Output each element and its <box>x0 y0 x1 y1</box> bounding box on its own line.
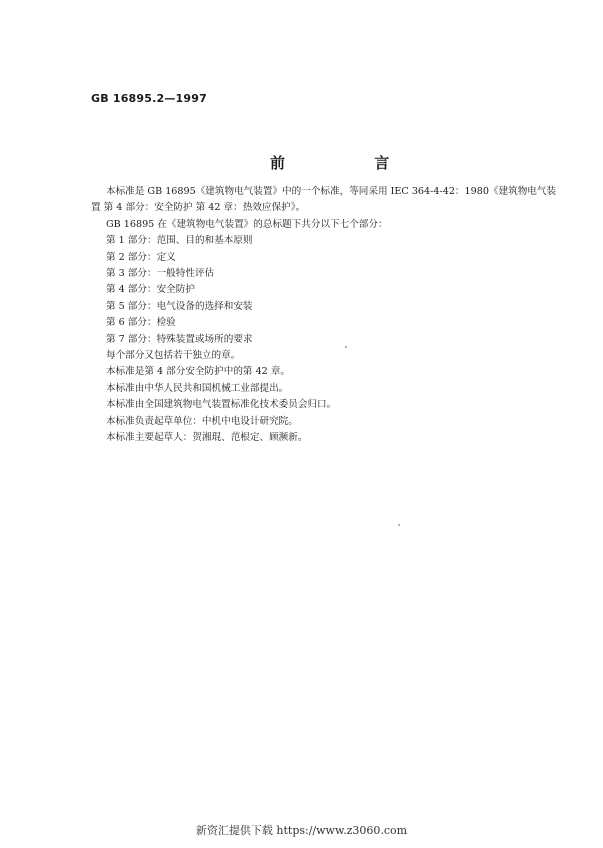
paragraph-drafters: 本标准主要起草人：贺湘琨、范根定、顾濒新。 <box>106 432 308 444</box>
paragraph-managed-by: 本标准由全国建筑物电气装置标准化技术委员会归口。 <box>106 399 337 411</box>
download-footer: 新资汇提供下载 https://www.z3060.com <box>195 824 408 837</box>
part-item-2: 第 2 部分：定义 <box>106 251 176 263</box>
paragraph-intro-continued: 置 第 4 部分：安全防护 第 42 章：热效应保护》。 <box>91 202 306 214</box>
foreword-body <box>91 184 557 447</box>
paragraph-scope: 本标准是第 4 部分安全防护中的第 42 章。 <box>106 366 291 378</box>
standard-code: GB 16895.2—1997 <box>91 92 207 105</box>
part-item-7: 第 7 部分：特殊装置或场所的要求 <box>106 333 253 345</box>
part-item-5: 第 5 部分：电气设备的选择和安装 <box>106 300 253 312</box>
part-item-6: 第 6 部分：检验 <box>106 317 176 329</box>
part-item-1: 第 1 部分：范围、目的和基本原则 <box>106 235 253 247</box>
part-item-4: 第 4 部分：安全防护 <box>106 284 195 296</box>
part-item-3: 第 3 部分：一般特性评估 <box>106 268 215 280</box>
paragraph-intro: 本标准是 GB 16895《建筑物电气装置》中的一个标准，等同采用 IEC 364-4-42：1980《建筑物电气装 <box>106 186 557 197</box>
scan-speck <box>398 524 400 526</box>
scan-speck <box>345 346 347 348</box>
paragraph-chapters-note: 每个部分又包括若干独立的章。 <box>106 350 241 362</box>
paragraph-parts-overview: GB 16895 在《建筑物电气装置》的总标题下共分以下七个部分： <box>106 218 388 230</box>
page-title: 前 言 <box>270 154 432 172</box>
paragraph-drafting-unit: 本标准负责起草单位：中机中电设计研究院。 <box>106 415 298 427</box>
paragraph-proposed-by: 本标准由中华人民共和国机械工业部提出。 <box>106 382 289 394</box>
